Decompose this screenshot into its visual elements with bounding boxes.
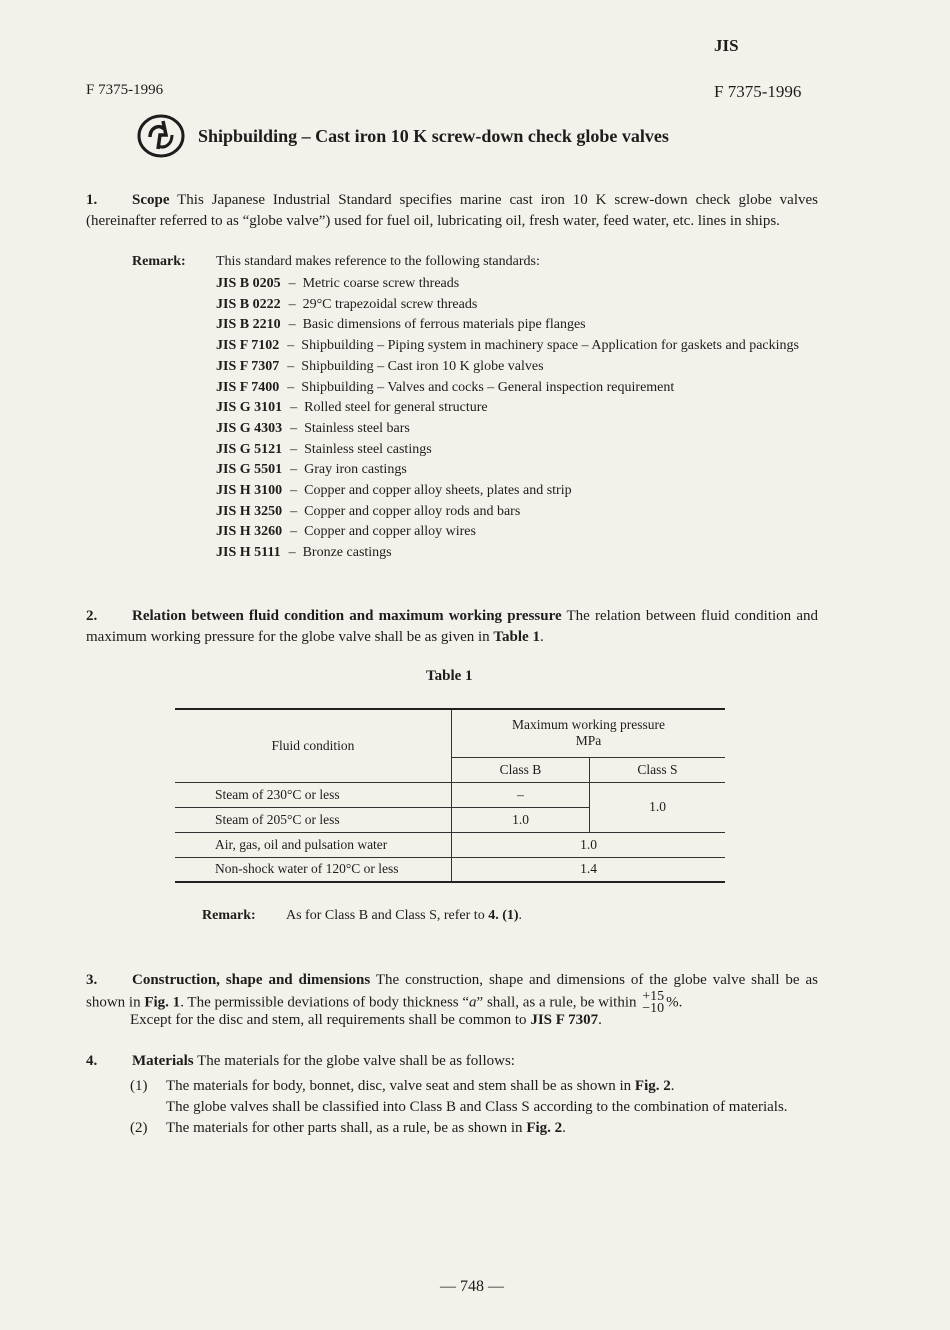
header-fluid-condition: Fluid condition: [175, 709, 452, 782]
header-class-b: Class B: [452, 757, 590, 782]
section-heading: Scope: [132, 192, 170, 208]
table-remark-label: Remark:: [202, 908, 256, 923]
section-text: This Japanese Industrial Standard specifies marine cast iron 10 K screw-down check globe valves (hereinafter referred to as “globe valve”) used for fuel oil, lubricating oil, fresh water, feed water, etc. lines in ships.: [86, 192, 818, 229]
list-item: JIS B 2210 – Basic dimensions of ferrous materials pipe flanges: [216, 317, 586, 333]
table-cell-fluid: Steam of 230°C or less: [175, 782, 452, 807]
list-item: JIS H 3250 – Copper and copper alloy rods and bars: [216, 503, 521, 519]
table-reference: Table 1: [493, 628, 540, 645]
table-cell-fluid: Air, gas, oil and pulsation water: [175, 832, 452, 857]
header-class-s: Class S: [590, 757, 726, 782]
table-cell-both-classes: 1.0: [452, 832, 726, 857]
jis-mark-icon: [136, 113, 186, 159]
list-item: JIS H 3100 – Copper and copper alloy sheets, plates and strip: [216, 483, 572, 499]
list-item: JIS G 5121 – Stainless steel castings: [216, 441, 432, 457]
header-max-pressure: Maximum working pressure MPa: [452, 709, 726, 757]
document-title: Shipbuilding – Cast iron 10 K screw-down check globe valves: [198, 126, 669, 146]
remark-label: Remark:: [132, 254, 186, 269]
table-cell-class-s-merged: 1.0: [590, 782, 726, 832]
materials-item-1: (1) The materials for body, bonnet, disc, valve seat and stem shall be as shown in Fig. 2.: [130, 1078, 675, 1094]
right-standard-number: F 7375-1996: [714, 82, 802, 101]
list-item: JIS F 7102 – Shipbuilding – Piping system in machinery space – Application for gaskets and packings: [216, 338, 799, 354]
left-standard-number: F 7375-1996: [86, 82, 164, 98]
section-text: The relation between fluid condition and maximum working pressure for the globe valve shall be as given in: [86, 608, 818, 645]
figure-reference: Fig. 1: [144, 993, 181, 1010]
table-cell-fluid: Non-shock water of 120°C or less: [175, 857, 452, 882]
section-number: 3.: [86, 972, 98, 988]
materials-item-1-continued: The globe valves shall be classified into Class B and Class S according to the combination of materials.: [166, 1099, 788, 1115]
section-heading: Relation between fluid condition and maximum working pressure: [132, 608, 562, 624]
table-cell-class-b: –: [452, 782, 590, 807]
section-heading: Construction, shape and dimensions: [132, 972, 371, 988]
list-item: JIS B 0205 – Metric coarse screw threads: [216, 276, 460, 291]
section-materials: 4. Materials The materials for the globe valve shall be as follows:: [86, 1053, 515, 1069]
section-heading: Materials: [132, 1053, 194, 1069]
section-number: 4.: [86, 1053, 98, 1069]
list-item: JIS H 5111 – Bronze castings: [216, 545, 392, 561]
pressure-table: [175, 708, 725, 883]
section-number: 1.: [86, 192, 98, 208]
table-caption: Table 1: [426, 668, 473, 684]
jis-label: JIS: [714, 36, 739, 55]
section-construction-note: Except for the disc and stem, all requirements shall be common to JIS F 7307.: [130, 1012, 602, 1028]
list-item: JIS F 7400 – Shipbuilding – Valves and cocks – General inspection requirement: [216, 379, 675, 395]
remark-intro: This standard makes reference to the following standards:: [216, 254, 540, 269]
list-item: JIS G 4303 – Stainless steel bars: [216, 420, 410, 436]
section-construction: 3. Construction, shape and dimensions The construction, shape and dimensions of the globe valve shall be as shown in Fig. 1. The permissible deviations of body thickness “a” shall, as a rule, be within +15 −10 %.: [86, 972, 818, 1016]
section-number: 2.: [86, 608, 98, 624]
table-cell-both-classes: 1.4: [580, 861, 597, 877]
list-item: JIS B 0222 – 29°C trapezoidal screw threads: [216, 296, 478, 312]
list-item: JIS H 3260 – Copper and copper alloy wires: [216, 524, 476, 540]
list-item: JIS G 3101 – Rolled steel for general structure: [216, 400, 488, 416]
section-scope: [86, 190, 818, 231]
list-item: JIS F 7307 – Shipbuilding – Cast iron 10 K globe valves: [216, 358, 544, 374]
table-cell-class-b: 1.0: [452, 807, 590, 832]
table-cell-fluid: Steam of 205°C or less: [175, 807, 452, 832]
list-item: JIS G 5501 – Gray iron castings: [216, 462, 407, 478]
materials-item-2: (2) The materials for other parts shall, as a rule, be as shown in Fig. 2.: [130, 1120, 566, 1136]
table-remark-text: As for Class B and Class S, refer to 4. (1).: [286, 908, 523, 923]
tolerance: +15 −10: [642, 988, 665, 1016]
section-relation: 2. Relation between fluid condition and maximum working pressure The relation between fluid condition and maximum working pressure for the globe valve shall be as given in Table 1.: [86, 608, 818, 645]
referenced-standards-list: [216, 274, 820, 564]
page-number: — 748 —: [440, 1278, 504, 1295]
